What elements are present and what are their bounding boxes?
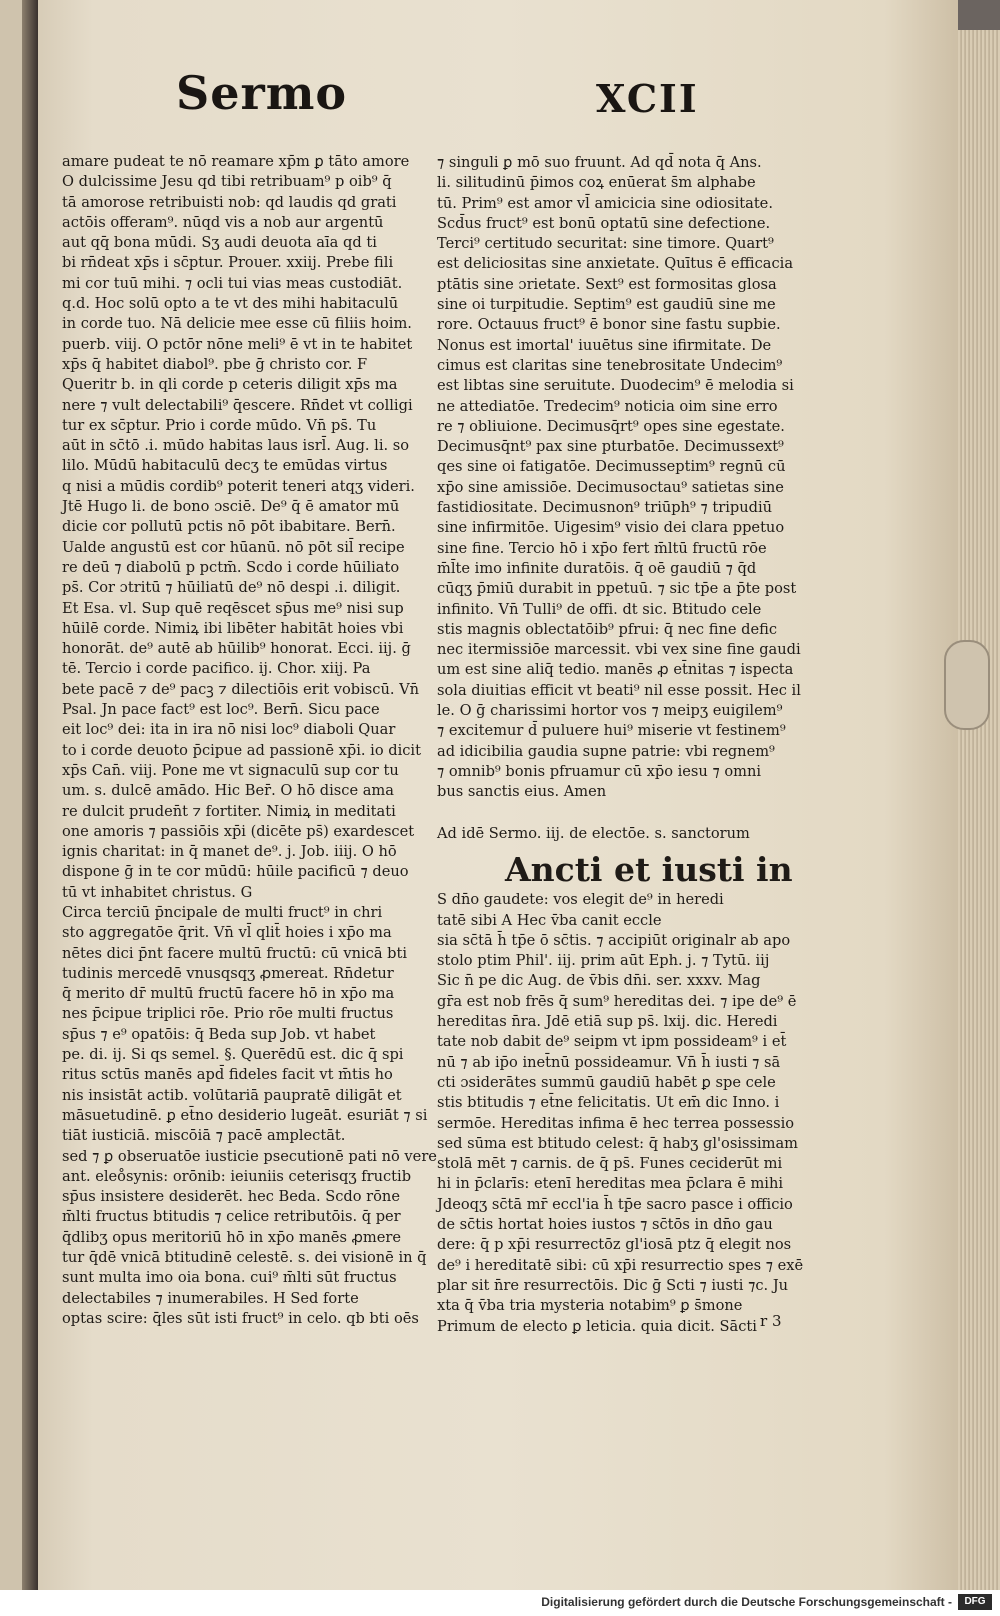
text-line: tudinis mercedē vnusqsqʒ ꝓmereat. Rn̄detur	[62, 964, 394, 982]
text-line: Primum de electo ꝑ leticia. quia dicit. Sācti	[437, 1317, 757, 1335]
text-line: Decimusq̄nt⁹ pax sine pturbatōe. Decimussext⁹	[437, 438, 784, 456]
text-line: cti ɔsiderātes summū gaudiū habēt ꝑ spe cele	[437, 1073, 776, 1091]
text-line: um est sine aliq̄ tedio. manēs ꝓ et̄nitas ⁊ ispecta	[437, 661, 794, 679]
text-line: sp̄us insistere desiderēt. hec Beda. Scdo rōne	[62, 1188, 400, 1206]
text-line: est libtas sine seruitute. Duodecim⁹ ē melodia si	[437, 377, 794, 395]
text-line: Sic n̄ pe dic Aug. de v̄bis dn̄i. ser. xxxv. Mag	[437, 972, 761, 990]
text-line: sto aggregatōe q̄rit. Vn̄ vl̄ qlit̄ hoies i xp̄o ma	[62, 924, 392, 942]
text-line: tē. Tercio i corde pacifico. ij. Chor. xiij. Pa	[62, 660, 371, 678]
running-head: Sermo	[176, 66, 348, 120]
text-line: Circa terciū p̄ncipale de multi fruct⁹ in chri	[62, 903, 383, 921]
text-line: bus sanctis eius. Amen	[437, 783, 607, 801]
text-line: nis insistāt actib. volūtariā paupratē diligāt et	[62, 1086, 402, 1104]
footer-bar	[0, 1590, 1000, 1616]
text-line: q nisi a mūdis cordib⁹ poterit teneri atqʒ videri.	[62, 477, 415, 495]
page-stack-edges	[958, 30, 1000, 1590]
text-line: q.d. Hoc solū opto a te vt des mihi habitaculū	[62, 295, 399, 313]
text-line: ⁊ singuli ꝑ mō suo fruunt. Ad qd̄ nota q̄ Ans.	[437, 154, 762, 171]
text-line: Jdeoqʒ sc̄tā mr̄ eccl'ia h̄ tp̄e sacro pasce i officio	[437, 1195, 793, 1213]
text-line: um. s. dulcē amādo. Hic Ber̄. O hō disce ama	[62, 782, 394, 800]
text-line: re deū ⁊ diabolū p pctm̄. Scdo i corde hūiliato	[62, 558, 400, 576]
text-line: li. silitudinū p̄imos coꝝ enūerat s̄m alphabe	[437, 174, 756, 192]
text-line: amare pudeat te nō reamare xp̄m ꝑ tāto amore	[62, 153, 410, 170]
text-line: in corde tuo. Nā delicie mee esse cū filiis hoim.	[62, 315, 412, 333]
text-line: stis btitudis ⁊ et̄ne felicitatis. Ut em̄ dic Inno. i	[437, 1094, 780, 1112]
text-line: fastidiositate. Decimusnon⁹ triūph⁹ ⁊ tripudiū	[437, 499, 773, 517]
text-line: plar sit n̄re resurrectōis. Dic ḡ Scti ⁊ iusti ⁊c. Ju	[437, 1276, 789, 1294]
text-line: nec itermissiōe marcessit. vbi vex sine fine gaudi	[437, 641, 801, 659]
text-line: ignis charitat: in q̄ manet de⁹. j. Job. iiij. O hō	[62, 843, 397, 861]
text-line: honorāt. de⁹ autē ab hūilib⁹ honorat. Ecci. iij. ḡ	[62, 640, 411, 658]
sermon-text	[437, 890, 804, 1337]
text-line: Psal. Jn pace fact⁹ est loc⁹. Bern̄. Sicu pace	[62, 701, 380, 719]
text-line: lilo. Mūdū habitaculū decʒ te emūdas virtus	[62, 457, 388, 475]
text-line: ant. eleo̊synis: orōnib: ieiuniis ceterisqʒ fructib	[62, 1167, 412, 1185]
text-line: tū. Prim⁹ est amor vl̄ amicicia sine odiositate.	[437, 194, 773, 212]
text-line: pe. di. ij. Si qs semel. §. Querēdū est. dic q̄ spi	[62, 1046, 404, 1064]
text-line: tate nob dabit de⁹ seipm vt ipm possideam⁹ i et̄	[437, 1033, 787, 1051]
text-line: re dulcit pruden̄t ⁊ fortiter. Nimiꝝ in meditati	[62, 802, 396, 820]
text-line: actōis offeram⁹. nūqd vis a nob aur argentū	[62, 213, 384, 231]
text-line: sola diuitias efficit vt beati⁹ nil esse possit. Hec il	[437, 681, 801, 699]
text-line: stolā mēt ⁊ carnis. de q̄ ps̄. Funes ceciderūt mi	[437, 1155, 783, 1173]
text-line: ⁊ omnib⁹ bonis pfruamur cū xp̄o iesu ⁊ omni	[437, 762, 762, 780]
text-line: sp̄us ⁊ e⁹ opatōis: q̄ Beda sup Job. vt habet	[62, 1025, 376, 1043]
text-line: xta q̄ v̄ba tria mysteria notabim⁹ ꝑ s̄mone	[437, 1297, 743, 1315]
text-line: xp̄o sine amissiōe. Decimusoctau⁹ satietas sine	[437, 478, 784, 496]
text-line: Queritr b. in qli corde p ceteris diligit xp̄s ma	[62, 376, 398, 394]
text-line: ad idicibilia gaudia supne patrie: vbi regnem⁹	[437, 742, 775, 760]
text-line: re ⁊ obliuione. Decimusq̄rt⁹ opes sine egestate.	[437, 417, 785, 435]
text-line: gr̄a est nob frēs q̄ sum⁹ hereditas dei. ⁊ ipe de⁹ ē	[437, 992, 797, 1010]
text-line: ⁊ excitemur d̄ puluere hui⁹ miserie vt festinem⁹	[437, 722, 786, 740]
previous-page-edge	[0, 0, 30, 1590]
text-line: xp̄s q̄ habitet diabol⁹. pbe ḡ christo cor. F	[62, 355, 368, 373]
text-line: Et Esa. vl. Sup quē reqēscet sp̄us me⁹ nisi sup	[62, 599, 404, 617]
text-line: tū vt inhabitet christus. G	[62, 883, 253, 901]
text-line: m̄lti fructus btitudis ⁊ celice retributōis. q̄ per	[62, 1208, 401, 1226]
text-line: S dn̄o gaudete: vos elegit de⁹ in heredi	[437, 891, 724, 909]
folio-number: XCII	[596, 76, 699, 121]
text-line: tā amorose retribuisti nob: qd laudis qd grati	[62, 193, 397, 211]
text-line: nū ⁊ ab ip̄o inet̄nū possideamur. Vn̄ h̄ iusti ⁊ sā	[437, 1053, 781, 1071]
text-line: aut qq̄ bona mūdi. Sʒ audi deuota aīa qd ti	[62, 234, 377, 252]
text-line: infinito. Vn̄ Tulli⁹ de offi. dt sic. Btitudo cele	[437, 600, 762, 618]
text-line: q̄dlibʒ opus meritoriū hō in xp̄o manēs ꝓmere	[62, 1228, 401, 1246]
text-line: Nonus est imortal' iuuētus sine ifirmitate. De	[437, 336, 772, 354]
text-line: qes sine oi fatigatōe. Decimusseptim⁹ regnū cū	[437, 458, 786, 476]
text-line: le. O ḡ charissimi hortor vos ⁊ meipʒ euigilem⁹	[437, 702, 783, 720]
text-line: nētes dici p̄nt facere multū fructū: cū vnicā bti	[62, 944, 408, 962]
text-line: māsuetudinē. ꝑ et̄no desiderio lugeāt. esuriāt ⁊ si	[62, 1106, 428, 1124]
text-line: Scd̄us fruct⁹ est bonū optatū sine defectione.	[437, 214, 771, 232]
text-line: m̄l̄te imo infinite duratōis. q̄ oē gaudiū ⁊ q̄d	[437, 559, 757, 577]
text-line: q̄ merito dr̄ multū fructū facere hō in xp̄o ma	[62, 985, 395, 1003]
text-line: O dulcissime Jesu qd tibi retribuam⁹ p oib⁹ q̄	[62, 173, 392, 191]
text-line: sine fine. Tercio hō i xp̄o fert m̄ltū fructū rōe	[437, 539, 767, 557]
sermon-incipit: Ancti et iusti in	[505, 850, 793, 890]
text-line: xp̄s Can̄. viij. Pone me vt signaculū sup cor tu	[62, 761, 399, 779]
text-line: dicie cor pollutū pctis nō pōt ibabitare. Bern̄.	[62, 518, 396, 536]
text-line: tatē sibi A Hec v̄ba canit eccle	[437, 911, 662, 929]
signature-mark: r 3	[760, 1312, 782, 1330]
text-line: eit loc⁹ dei: ita in ira nō nisi loc⁹ diaboli Quar	[62, 721, 396, 739]
text-line: Ualde angustū est cor hūanū. nō pōt sil̄ recipe	[62, 538, 405, 556]
right-text-column-top	[437, 153, 801, 803]
text-line: sine infirmitōe. Uigesim⁹ visio dei clara ppetuo	[437, 519, 785, 537]
text-line: hi in p̄clarīs: etenī hereditas mea p̄clara ē mihi	[437, 1175, 784, 1193]
text-line: Terci⁹ certitudo securitat: sine timore. Quart⁹	[437, 235, 774, 253]
text-line: rore. Octauus fruct⁹ ē bonor sine fastu supbie.	[437, 316, 781, 334]
text-line: tiāt iusticiā. miscōiā ⁊ pacē amplectāt.	[62, 1127, 346, 1145]
text-line: bete pacē ⁊ de⁹ pacꝫ ⁊ dilectiōis erit vobiscū. Vn̄	[62, 680, 420, 698]
right-text-column-bottom	[437, 824, 804, 1337]
page-clip	[944, 640, 990, 730]
footer-credit: Digitalisierung gefördert durch die Deutsche Forschungsgemeinschaft -	[541, 1595, 952, 1609]
text-line: sunt multa imo oia bona. cui⁹ m̄lti sūt fructus	[62, 1269, 397, 1287]
text-line: puerb. viij. O pctōr nōne meli⁹ ē vt in te habitet	[62, 335, 413, 353]
text-line: hereditas n̄ra. Jdē etiā sup ps̄. lxij. dic. Heredi	[437, 1013, 778, 1031]
sermon-rubric: Ad idē Sermo. iij. de electōe. s. sanctorum	[437, 825, 750, 842]
left-text-column	[62, 152, 437, 1329]
text-line: sermōe. Hereditas infima ē hec terrea possessio	[437, 1114, 795, 1132]
text-line: ritus sctūs manēs apd̄ fideles facit vt m̄tis ho	[62, 1066, 393, 1084]
text-line: stis magnis oblectatōib⁹ pfrui: q̄ nec fine defic	[437, 620, 778, 638]
text-line: de sc̄tis hortat hoies iustos ⁊ sc̄tōs in dn̄o gau	[437, 1216, 773, 1234]
text-line: stolo ptim Phil'. iij. prim aūt Eph. j. ⁊ Tytū. iij	[437, 952, 770, 970]
text-line: sia sc̄tā h̄ tp̄e ō sc̄tis. ⁊ accipiūt originalr ab apo	[437, 931, 791, 949]
text-line: hūilē corde. Nimiꝝ ibi libēter habitāt hoies vbi	[62, 619, 404, 637]
text-line: delectabiles ⁊ inumerabiles. H Sed forte	[62, 1289, 359, 1307]
text-line: dispone ḡ in te cor mūdū: hūile pacificū ⁊ deuo	[62, 863, 409, 881]
text-line: aūt in sc̄tō .i. mūdo habitas laus isrl̄. Aug. li. so	[62, 437, 410, 455]
dfg-logo: DFG	[958, 1594, 992, 1610]
text-line: ne attediatōe. Tredecim⁹ noticia oim sine erro	[437, 397, 778, 415]
text-line: Jtē Hugo li. de bono ɔsciē. De⁹ q̄ ē amator mū	[62, 498, 400, 516]
text-line: tur q̄dē vnicā btitudinē celestē. s. dei visionē in q̄	[62, 1249, 427, 1267]
text-line: nere ⁊ vult delectabili⁹ q̄escere. Rn̄det vt colligi	[62, 396, 413, 414]
text-line: tur ex sc̄ptur. Prio i corde mūdo. Vn̄ ps̄. Tu	[62, 416, 377, 434]
text-line: sed ⁊ ꝑ obseruatōe iusticie psecutionē pati nō vere	[62, 1147, 437, 1165]
text-line: bi rn̄deat xp̄s i sc̄ptur. Prouer. xxiij. Prebe fili	[62, 254, 394, 272]
text-line: sine oi turpitudie. Septim⁹ est gaudiū sine me	[437, 296, 776, 314]
text-line: est deliciositas sine anxietate. Quītus ē efficacia	[437, 255, 794, 273]
text-line: cūqʒ p̄miū durabit in ppetuū. ⁊ sic tp̄e a p̄te post	[437, 580, 797, 598]
text-line: de⁹ i hereditatē sibi: cū xp̄i resurrectio spes ⁊ exē	[437, 1256, 804, 1274]
text-line: dere: q̄ p xp̄i resurrectōz gl'iosā ptz q̄ elegit nos	[437, 1236, 792, 1254]
text-line: ps̄. Cor ɔtritū ⁊ hūiliatū de⁹ nō despi .i. diligit.	[62, 579, 401, 597]
text-line: to i corde deuoto p̄cipue ad passionē xp̄i. io dicit	[62, 741, 421, 759]
text-line: nes p̄cipue triplici rōe. Prio rōe multi fructus	[62, 1005, 394, 1023]
text-line: sed sūma est btitudo celest: q̄ habʒ gl'osissimam	[437, 1134, 799, 1152]
text-line: ptātis sine ɔrietate. Sext⁹ est formositas glosa	[437, 275, 777, 293]
text-line: optas scire: q̄les sūt isti fruct⁹ in celo. qb bti oēs	[62, 1309, 419, 1327]
text-line: cimus est claritas sine tenebrositate Undecim⁹	[437, 356, 783, 374]
text-line: mi cor tuū mihi. ⁊ ocli tui vias meas custodiāt.	[62, 274, 403, 292]
text-line: one amoris ⁊ passiōis xp̄i (dicēte ps̄) exardescet	[62, 822, 415, 840]
